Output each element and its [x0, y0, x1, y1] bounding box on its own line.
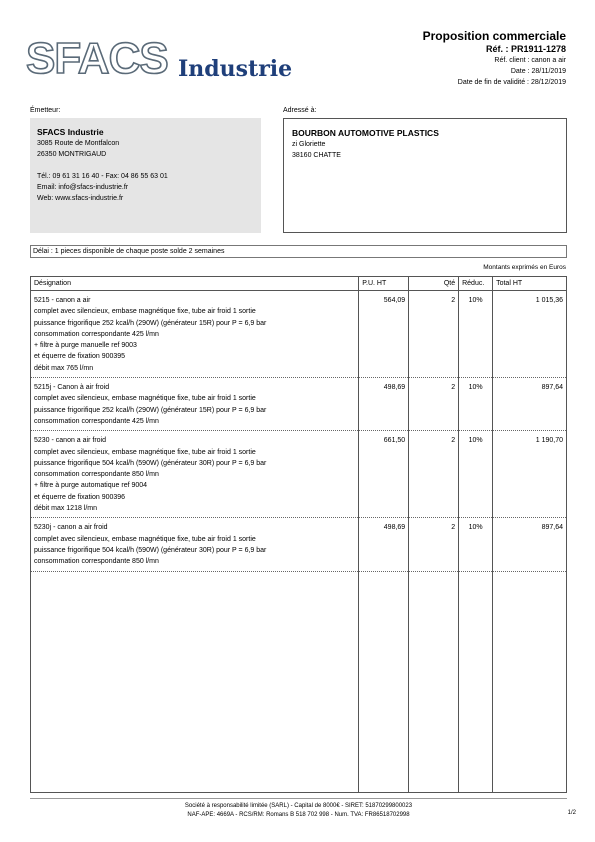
- cell-pu: 498,69: [359, 518, 409, 571]
- recipient-label: Adressé à:: [283, 107, 317, 114]
- cell-designation: [31, 431, 359, 518]
- item-description-line: consommation correspondante 425 l/mn: [34, 417, 159, 425]
- item-description-line: débit max 1218 l/mn: [34, 505, 98, 513]
- cell-qty: 2: [409, 518, 459, 571]
- cell-pu: 564,09: [359, 291, 409, 378]
- cell-total: 1 015,36: [493, 291, 567, 378]
- validity-date: Date de fin de validité : 28/12/2019: [457, 79, 566, 86]
- cell-qty: 2: [409, 291, 459, 378]
- table-header-row: [31, 277, 567, 291]
- cell-designation: [31, 518, 359, 571]
- item-description-line: et équerre de fixation 900396: [34, 493, 126, 501]
- item-title: 5215 - canon a air: [34, 297, 91, 304]
- item-description-line: et équerre de fixation 900395: [34, 353, 126, 361]
- company-logo: [26, 36, 326, 90]
- table-row: [31, 291, 567, 378]
- item-description-line: + filtre à purge manuelle ref 9003: [34, 342, 137, 350]
- item-description-line: complet avec silencieux, embase magnétique fixe, tube air froid 1 sortie: [34, 535, 256, 543]
- sender-web[interactable]: Web: www.sfacs-industrie.fr: [37, 195, 124, 202]
- empty-cell: [409, 571, 459, 792]
- col-total: Total HT: [493, 277, 567, 291]
- sender-name: SFACS Industrie: [37, 127, 104, 137]
- cell-designation: [31, 291, 359, 378]
- item-description-line: consommation correspondante 425 l/mn: [34, 330, 159, 338]
- empty-cell: [459, 571, 493, 792]
- cell-pu: 498,69: [359, 378, 409, 431]
- sender-address-2: 26350 MONTRIGAUD: [37, 151, 107, 158]
- footer-line-2: NAF-APE: 4669A - RCS/RM: Romans B 518 702 998 - Num. TVA: FR86518702998: [187, 812, 410, 818]
- cell-qty: 2: [409, 431, 459, 518]
- cell-reduc: 10%: [459, 518, 493, 571]
- page-number: 1/2: [567, 810, 576, 816]
- item-title: 5230j - canon a air froid: [34, 524, 108, 532]
- sender-address-1: 3085 Route de Montfalcon: [37, 140, 120, 147]
- logo-brand: SFACS: [26, 34, 168, 83]
- item-description-line: complet avec silencieux, embase magnétique fixe, tube air froid 1 sortie: [34, 448, 256, 456]
- cell-reduc: 10%: [459, 431, 493, 518]
- item-description-line: complet avec silencieux, embase magnétique fixe, tube air froid 1 sortie: [34, 308, 256, 316]
- client-ref: Réf. client : canon a air: [494, 57, 566, 64]
- table-row: [31, 518, 567, 571]
- empty-cell: [493, 571, 567, 792]
- items-table: [30, 276, 567, 793]
- currency-note: Montants exprimés en Euros: [483, 264, 566, 271]
- document-ref: Réf. : PR1911-1278: [485, 44, 566, 54]
- sender-phone: Tél.: 09 61 31 16 40 - Fax: 04 86 55 63 01: [37, 173, 168, 180]
- col-pu: P.U. HT: [359, 277, 409, 291]
- cell-reduc: 10%: [459, 378, 493, 431]
- recipient-box: [283, 118, 567, 233]
- legal-footer: [30, 798, 567, 820]
- item-description-line: puissance frigorifique 504 kcal/h (590W) (générateur 30R) pour P = 6,9 bar: [34, 546, 267, 554]
- col-reduc: Réduc.: [459, 277, 493, 291]
- table-row: [31, 378, 567, 431]
- col-designation: Désignation: [31, 277, 359, 291]
- footer-line-1: Société à responsabilité limitée (SARL) - Capital de 8000€ - SIRET: 51870299800023: [184, 803, 413, 809]
- cell-total: 1 190,70: [493, 431, 567, 518]
- table-row: [31, 431, 567, 518]
- table-filler-row: [31, 571, 567, 792]
- sender-label: Émetteur:: [30, 107, 61, 114]
- item-title: 5215j - Canon à air froid: [34, 384, 110, 392]
- item-description-line: puissance frigorifique 504 kcal/h (590W) (générateur 30R) pour P = 6,9 bar: [34, 459, 267, 467]
- cell-total: 897,64: [493, 378, 567, 431]
- cell-designation: [31, 378, 359, 431]
- item-description-line: consommation correspondante 850 l/mn: [34, 471, 159, 479]
- cell-pu: 661,50: [359, 431, 409, 518]
- sender-box: [30, 118, 261, 233]
- logo-tagline: Industrie: [178, 56, 293, 82]
- empty-cell: [359, 571, 409, 792]
- item-description-line: + filtre à purge automatique ref 9004: [34, 482, 148, 490]
- document-date: Date : 28/11/2019: [510, 68, 566, 75]
- item-description-line: débit max 765 l/mn: [34, 364, 94, 372]
- item-description-line: consommation correspondante 850 l/mn: [34, 558, 159, 566]
- delivery-delay: Délai : 1 pieces disponible de chaque poste solde 2 semaines: [30, 245, 567, 258]
- item-description-line: complet avec silencieux, embase magnétique fixe, tube air froid 1 sortie: [34, 395, 256, 403]
- empty-cell: [31, 571, 359, 792]
- item-description-line: puissance frigorifique 252 kcal/h (290W) (générateur 15R) pour P = 6,9 bar: [34, 319, 267, 327]
- cell-qty: 2: [409, 378, 459, 431]
- cell-reduc: 10%: [459, 291, 493, 378]
- recipient-name: BOURBON AUTOMOTIVE PLASTICS: [292, 128, 439, 138]
- sender-email[interactable]: Email: info@sfacs-industrie.fr: [37, 184, 129, 191]
- col-qty: Qté: [409, 277, 459, 291]
- item-description-line: puissance frigorifique 252 kcal/h (290W) (générateur 15R) pour P = 6,9 bar: [34, 406, 267, 414]
- recipient-address-2: 38160 CHATTE: [292, 152, 341, 159]
- document-header: [423, 29, 566, 88]
- cell-total: 897,64: [493, 518, 567, 571]
- document-title: Proposition commerciale: [422, 29, 566, 43]
- item-title: 5230 - canon a air froid: [34, 437, 106, 445]
- recipient-address-1: zi Gloriette: [292, 141, 326, 148]
